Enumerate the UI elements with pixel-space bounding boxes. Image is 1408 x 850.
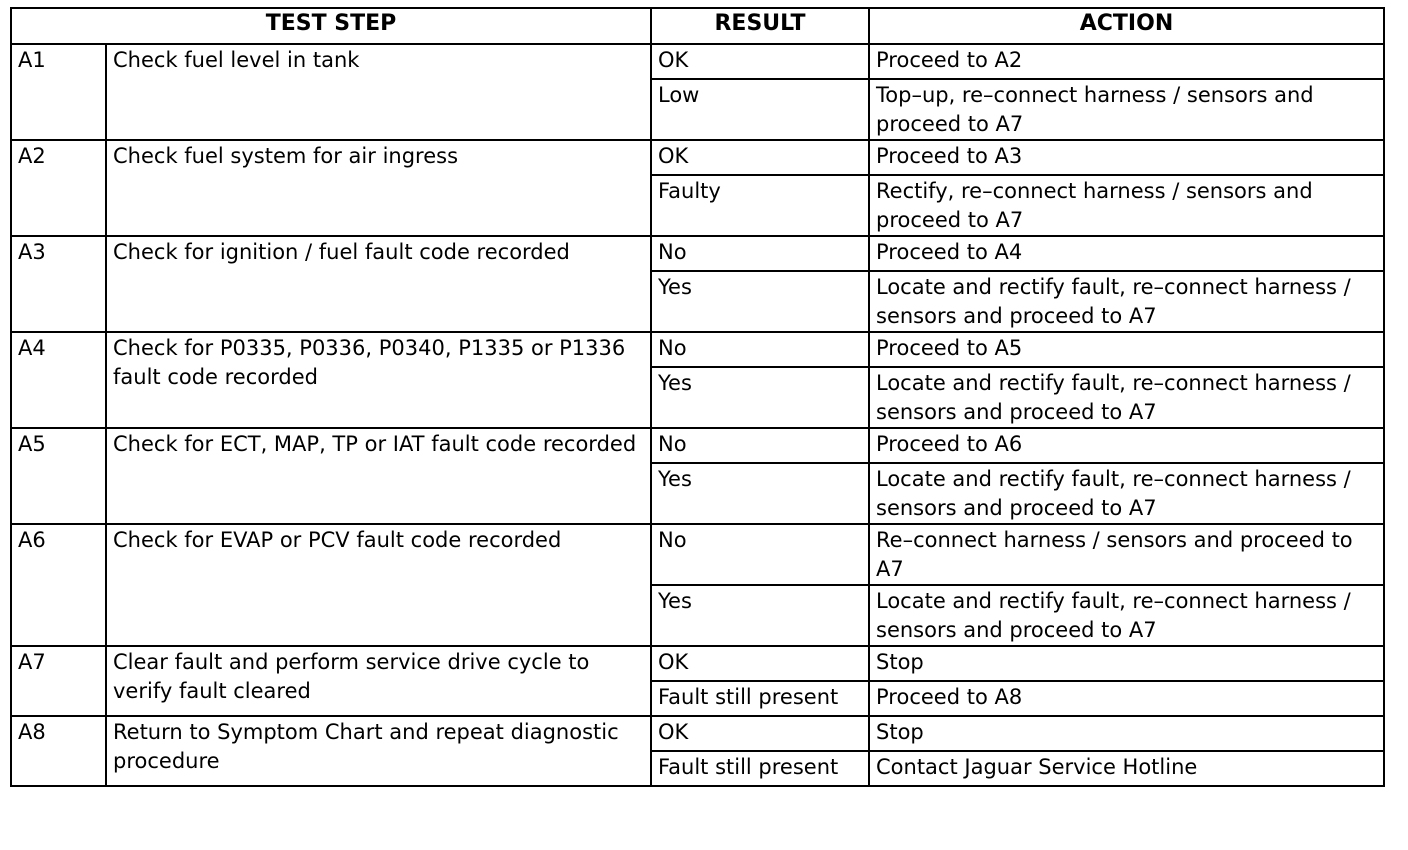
step-result: No — [651, 524, 869, 585]
step-id: A3 — [11, 236, 106, 332]
step-result: OK — [651, 140, 869, 175]
table-row — [11, 646, 1384, 681]
step-action: Stop — [869, 716, 1384, 751]
step-description: Check for ignition / fuel fault code recorded — [106, 236, 651, 332]
step-action: Top–up, re–connect harness / sensors and proceed to A7 — [869, 79, 1384, 140]
step-result: Yes — [651, 585, 869, 646]
table-row — [11, 44, 1384, 79]
step-result: Yes — [651, 463, 869, 524]
step-action: Proceed to A2 — [869, 44, 1384, 79]
table-row — [11, 428, 1384, 463]
step-result: OK — [651, 646, 869, 681]
step-action: Stop — [869, 646, 1384, 681]
step-id: A8 — [11, 716, 106, 786]
step-action: Locate and rectify fault, re–connect harness / sensors and proceed to A7 — [869, 367, 1384, 428]
step-result: Low — [651, 79, 869, 140]
step-description: Check for ECT, MAP, TP or IAT fault code recorded — [106, 428, 651, 524]
step-description: Return to Symptom Chart and repeat diagnostic procedure — [106, 716, 651, 786]
step-action: Proceed to A6 — [869, 428, 1384, 463]
step-action: Proceed to A5 — [869, 332, 1384, 367]
step-id: A4 — [11, 332, 106, 428]
header-row — [11, 8, 1384, 44]
step-description: Clear fault and perform service drive cycle to verify fault cleared — [106, 646, 651, 716]
step-id: A5 — [11, 428, 106, 524]
step-action: Proceed to A8 — [869, 681, 1384, 716]
step-result: OK — [651, 716, 869, 751]
step-action: Locate and rectify fault, re–connect harness / sensors and proceed to A7 — [869, 271, 1384, 332]
step-result: Faulty — [651, 175, 869, 236]
step-result: No — [651, 332, 869, 367]
table-row — [11, 332, 1384, 367]
step-result: Fault still present — [651, 681, 869, 716]
table-row — [11, 236, 1384, 271]
step-description: Check fuel level in tank — [106, 44, 651, 140]
diagnostic-table — [10, 7, 1385, 787]
step-action: Locate and rectify fault, re–connect harness / sensors and proceed to A7 — [869, 463, 1384, 524]
step-action: Locate and rectify fault, re–connect harness / sensors and proceed to A7 — [869, 585, 1384, 646]
step-action: Proceed to A3 — [869, 140, 1384, 175]
table-row — [11, 140, 1384, 175]
step-id: A6 — [11, 524, 106, 646]
table-row — [11, 524, 1384, 585]
step-action: Contact Jaguar Service Hotline — [869, 751, 1384, 786]
step-id: A1 — [11, 44, 106, 140]
step-result: No — [651, 428, 869, 463]
step-result: OK — [651, 44, 869, 79]
step-id: A7 — [11, 646, 106, 716]
step-result: Yes — [651, 271, 869, 332]
header-action: ACTION — [869, 8, 1384, 44]
step-description: Check for P0335, P0336, P0340, P1335 or P1336 fault code recorded — [106, 332, 651, 428]
header-test-step: TEST STEP — [11, 8, 651, 44]
step-result: No — [651, 236, 869, 271]
step-description: Check for EVAP or PCV fault code recorded — [106, 524, 651, 646]
table-row — [11, 716, 1384, 751]
header-result: RESULT — [651, 8, 869, 44]
step-description: Check fuel system for air ingress — [106, 140, 651, 236]
step-action: Proceed to A4 — [869, 236, 1384, 271]
step-action: Re–connect harness / sensors and proceed to A7 — [869, 524, 1384, 585]
step-result: Yes — [651, 367, 869, 428]
table-body — [11, 44, 1384, 786]
step-id: A2 — [11, 140, 106, 236]
step-result: Fault still present — [651, 751, 869, 786]
step-action: Rectify, re–connect harness / sensors and proceed to A7 — [869, 175, 1384, 236]
